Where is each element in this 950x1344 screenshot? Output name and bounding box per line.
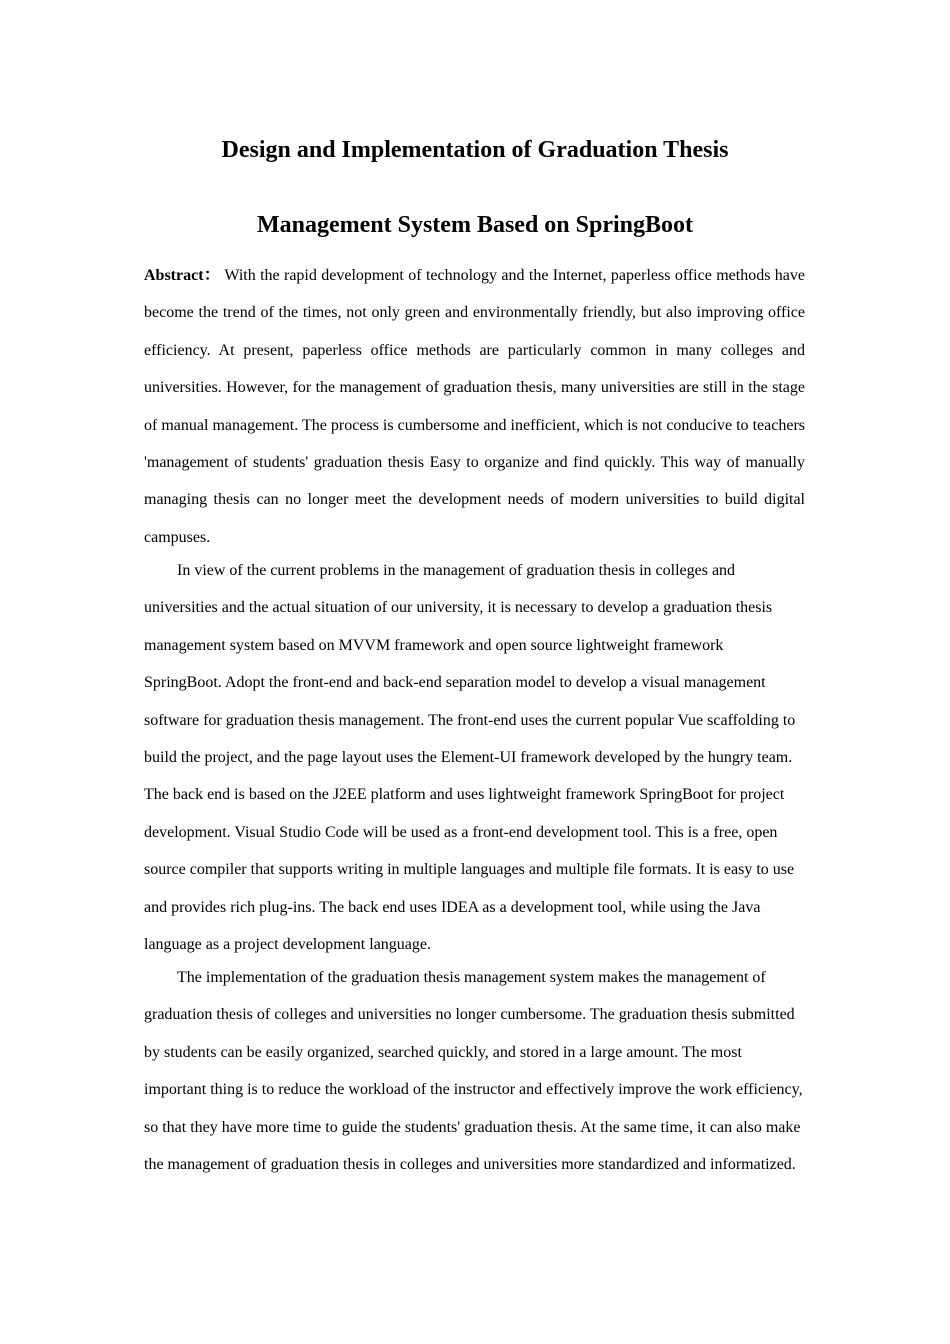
document-title-line-1: Design and Implementation of Graduation Thesis [221, 137, 729, 163]
body-paragraph-2: In view of the current problems in the management of graduation thesis in colleges and universities and the actual situation of our university, it is necessary to develop a graduation thesis management system based on MVVM framework and open source lightweight framework SpringBoot. Adopt the front-end and back-end separation model to develop a visual management software for graduation thesis management. The front-end uses the current popular Vue scaffolding to build the project, and the page layout uses the Element-UI framework developed by the hungry team. The back end is based on the J2EE platform and uses lightweight framework SpringBoot for project development. Visual Studio Code will be used as a front-end development tool. This is a free, open source compiler that supports writing in multiple languages and multiple file formats. It is easy to use and provides rich plug-ins. The back end uses IDEA as a development tool, while using the Java language as a project development language. [144, 562, 796, 954]
body-paragraph-3: The implementation of the graduation thesis management system makes the management of graduation thesis of colleges and universities no longer cumbersome. The graduation thesis submitted by students can be easily organized, searched quickly, and stored in a large amount. The most important thing is to reduce the workload of the instructor and effectively improve the work efficiency, so that they have more time to guide the students' graduation thesis. At the same time, it can also make the management of graduation thesis in colleges and universities more standardized and informatized. [144, 969, 803, 1174]
document-title-line-2: Management System Based on SpringBoot [256, 212, 694, 238]
abstract-text: With the rapid development of technology and the Internet, paperless office methods have become the trend of the times, not only green and environmentally friendly, but also improving office efficiency. At present, paperless office methods are particularly common in many colleges and universities. However, for the management of graduation thesis, many universities are still in the stage of manual management. The process is cumbersome and inefficient, which is not conducive to teachers 'management of students' graduation thesis Easy to organize and find quickly. This way of manually managing thesis can no longer meet the development needs of modern universities to build digital campuses. [144, 267, 805, 546]
abstract-paragraph [144, 257, 805, 556]
abstract-label: Abstract： [144, 267, 221, 284]
